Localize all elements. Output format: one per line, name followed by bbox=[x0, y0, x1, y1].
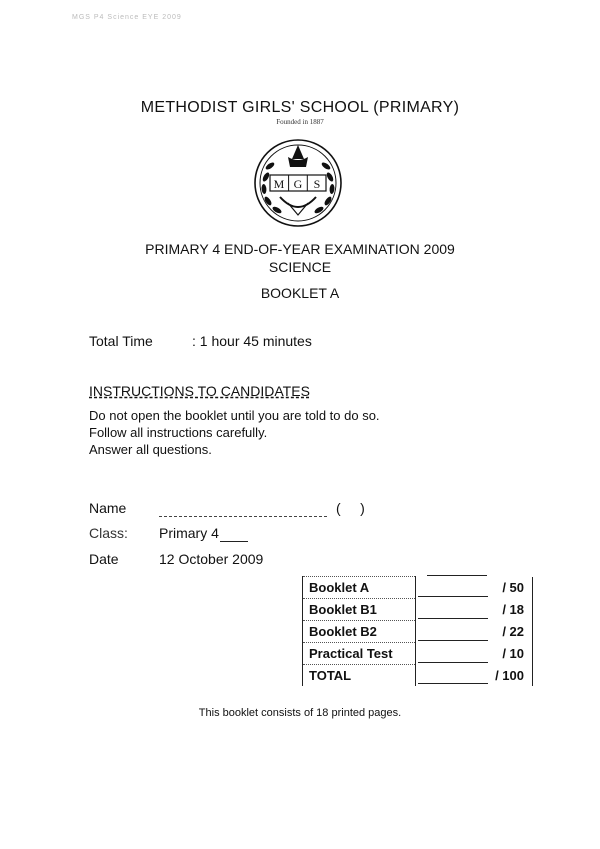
score-row-total: / 10 bbox=[416, 643, 533, 665]
table-row bbox=[303, 599, 533, 621]
scan-header-text: MGS P4 Science EYE 2009 bbox=[72, 14, 182, 21]
class-blank-line bbox=[220, 525, 248, 542]
score-row-label: TOTAL bbox=[303, 665, 416, 687]
founded-text: Founded in 1887 bbox=[276, 118, 324, 126]
crest-letter-s: S bbox=[313, 177, 321, 191]
table-row bbox=[303, 577, 533, 599]
exam-title: PRIMARY 4 END-OF-YEAR EXAMINATION 2009 bbox=[145, 241, 455, 257]
score-table bbox=[302, 576, 533, 686]
register-number-brackets: ( ) bbox=[336, 500, 365, 516]
date-value: 12 October 2009 bbox=[159, 551, 264, 567]
score-row-label: Booklet B1 bbox=[303, 599, 416, 621]
page-count-footer: This booklet consists of 18 printed pages. bbox=[198, 707, 402, 719]
class-field bbox=[159, 525, 248, 542]
crest-letter-m: M bbox=[273, 177, 285, 191]
instruction-line: Follow all instructions carefully. bbox=[89, 425, 268, 440]
booklet-label: BOOKLET A bbox=[260, 285, 340, 301]
crest-letter-g: G bbox=[293, 177, 303, 191]
score-row-total: / 18 bbox=[416, 599, 533, 621]
school-crest-logo bbox=[248, 133, 348, 228]
score-row-total: / 22 bbox=[416, 621, 533, 643]
table-row bbox=[303, 665, 533, 687]
exam-subject: SCIENCE bbox=[268, 259, 332, 275]
score-row-total: / 50 bbox=[416, 577, 533, 599]
total-time-label: Total Time bbox=[89, 333, 153, 349]
score-row-total: / 100 bbox=[416, 665, 533, 687]
score-row-label: Practical Test bbox=[303, 643, 416, 665]
school-name: METHODIST GIRLS' SCHOOL (PRIMARY) bbox=[140, 99, 460, 116]
class-value: Primary 4 bbox=[159, 525, 219, 541]
name-blank-line bbox=[159, 516, 327, 517]
instruction-line: Answer all questions. bbox=[89, 442, 212, 457]
score-row-label: Booklet B2 bbox=[303, 621, 416, 643]
table-row bbox=[303, 621, 533, 643]
total-time-value: : 1 hour 45 minutes bbox=[192, 333, 312, 349]
date-label: Date bbox=[89, 551, 119, 567]
instructions-heading: INSTRUCTIONS TO CANDIDATES bbox=[89, 383, 310, 399]
name-label: Name bbox=[89, 500, 127, 516]
score-row-label: Booklet A bbox=[303, 577, 416, 599]
table-row bbox=[303, 643, 533, 665]
class-label: Class: bbox=[89, 525, 128, 541]
instruction-line: Do not open the booklet until you are told to do so. bbox=[89, 408, 380, 423]
